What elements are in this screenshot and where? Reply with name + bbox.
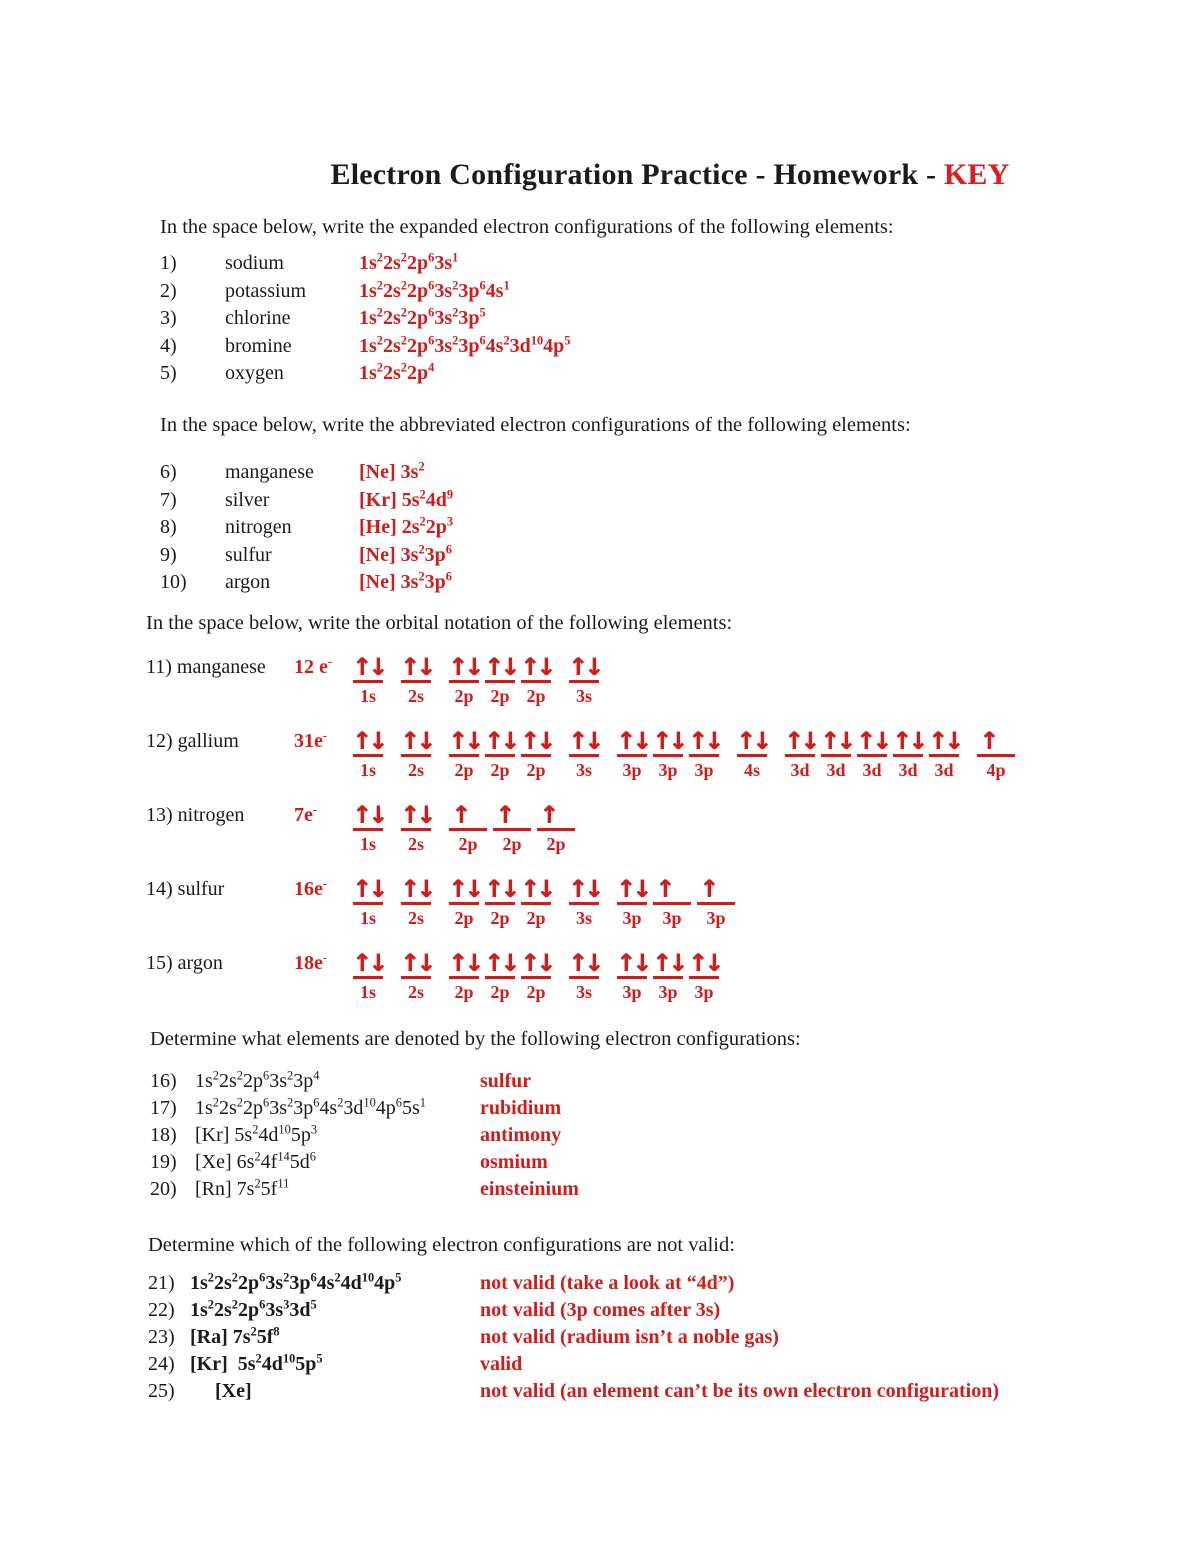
item-number: 7) bbox=[160, 488, 177, 511]
item-number: 8) bbox=[160, 516, 177, 538]
item-number: 24) bbox=[148, 1353, 175, 1375]
orbital-arrows: ↑↓ bbox=[521, 722, 551, 757]
orbital-label: 3p bbox=[658, 760, 678, 780]
orbital-row bbox=[146, 722, 1015, 796]
config-answer: [Kr] $5s^24d^9$ bbox=[359, 486, 454, 511]
item-number: 3) bbox=[160, 307, 177, 329]
item-number: 19) bbox=[150, 1151, 177, 1173]
orbital-label: 3s bbox=[575, 982, 592, 1002]
orbital-arrows: ↑↓ bbox=[485, 648, 515, 683]
orbital-box bbox=[353, 870, 383, 929]
element-name: sulfur bbox=[225, 543, 272, 566]
orbital-box bbox=[521, 870, 551, 929]
element-name: bromine bbox=[225, 334, 292, 357]
element-name: potassium bbox=[225, 279, 307, 302]
config-answer: $1s^22s^22p^63s^23p^64s^1$ bbox=[359, 277, 510, 302]
orbital-box bbox=[569, 722, 599, 781]
orbital-label: 2p bbox=[454, 982, 474, 1002]
electron-count: 18e- bbox=[294, 950, 328, 974]
electron-count: 16e- bbox=[294, 876, 328, 900]
heading-expanded: In the space below, write the expanded electron configurations of the following elements: bbox=[160, 216, 894, 238]
page-title-key: KEY bbox=[943, 158, 1010, 191]
config-item bbox=[160, 459, 453, 487]
orbital-arrows: ↑↓ bbox=[449, 648, 479, 683]
item-number: 9) bbox=[160, 543, 177, 566]
element-name: argon bbox=[225, 571, 271, 593]
orbital-label: 3p bbox=[662, 908, 682, 928]
orbital-box bbox=[449, 796, 487, 855]
orbital-arrows: ↑↓ bbox=[521, 870, 551, 905]
validity-answer: not valid (3p comes after 3s) bbox=[480, 1299, 721, 1321]
orbital-arrows: ↑↓ bbox=[689, 944, 719, 979]
config-text: [Kr] $5s^24d^{10}5p^5$ bbox=[190, 1351, 323, 1375]
config-answer: $1s^22s^22p^63s^23p^5$ bbox=[359, 305, 486, 329]
config-text: [Xe] bbox=[190, 1380, 252, 1402]
orbital-box bbox=[977, 722, 1015, 781]
orbital-row-label bbox=[146, 870, 294, 901]
electron-count: 12 e- bbox=[294, 654, 333, 678]
orbital-group bbox=[617, 870, 735, 929]
orbital-label: 2s bbox=[407, 834, 424, 854]
orbital-label: 2p bbox=[458, 834, 478, 854]
orbital-box bbox=[401, 944, 431, 1003]
orbital-label: 2p bbox=[490, 908, 510, 928]
orbital-arrows: ↑↓ bbox=[353, 796, 383, 831]
orbital-group bbox=[449, 722, 551, 781]
orbital-label: 3s bbox=[575, 908, 592, 928]
config-item bbox=[148, 1324, 999, 1351]
heading-identify: Determine what elements are denoted by the following electron configurations: bbox=[150, 1028, 801, 1050]
item-number: 15) bbox=[146, 952, 178, 974]
orbital-box bbox=[485, 722, 515, 781]
heading-orbital: In the space below, write the orbital notation of the following elements: bbox=[146, 612, 733, 634]
orbital-arrows: ↑↓ bbox=[449, 870, 479, 905]
orbital-label: 4p bbox=[986, 760, 1006, 780]
orbital-label: 3p bbox=[694, 760, 714, 780]
orbital-row bbox=[146, 796, 1015, 870]
item-number: 14) bbox=[146, 878, 178, 900]
page-title bbox=[140, 158, 1200, 192]
orbital-arrows: ↑↓ bbox=[569, 944, 599, 979]
element-answer: osmium bbox=[480, 1151, 548, 1173]
orbital-group bbox=[449, 648, 551, 707]
orbital-label: 2p bbox=[526, 760, 546, 780]
orbital-box bbox=[353, 722, 383, 781]
validity-answer: valid bbox=[480, 1353, 523, 1375]
orbital-arrows: ↑↓ bbox=[857, 722, 887, 757]
orbital-group bbox=[569, 648, 599, 707]
config-text: [Kr] $5s^24d^{10}5p^3$ bbox=[195, 1122, 318, 1146]
orbital-label: 3p bbox=[622, 908, 642, 928]
orbital-row-label bbox=[146, 796, 294, 827]
config-item bbox=[148, 1378, 999, 1405]
electron-count: 7e- bbox=[294, 802, 318, 826]
orbital-box bbox=[737, 722, 767, 781]
orbital-box bbox=[617, 944, 647, 1003]
heading-valid: Determine which of the following electron configurations are not valid: bbox=[148, 1234, 735, 1256]
orbital-box bbox=[569, 648, 599, 707]
orbital-group bbox=[353, 722, 383, 781]
orbital-box bbox=[537, 796, 575, 855]
orbital-group bbox=[569, 870, 599, 929]
element-name: manganese bbox=[176, 656, 266, 678]
orbital-groups bbox=[353, 648, 599, 707]
orbital-arrows: ↑↓ bbox=[617, 722, 647, 757]
orbital-arrows: ↑↓ bbox=[521, 648, 551, 683]
orbital-label: 2p bbox=[454, 760, 474, 780]
config-item bbox=[150, 1095, 579, 1122]
validity-answer: not valid (an element can’t be its own electron configuration) bbox=[480, 1380, 1000, 1402]
orbital-group bbox=[401, 648, 431, 707]
orbital-box bbox=[521, 722, 551, 781]
config-answer: [He] $2s^22p^3$ bbox=[359, 514, 454, 538]
validity-list bbox=[148, 1270, 999, 1405]
config-text: [Ra] $7s^25f^8$ bbox=[190, 1324, 280, 1348]
orbital-arrows: ↑↓ bbox=[401, 796, 431, 831]
orbital-groups bbox=[353, 722, 1015, 781]
orbital-group bbox=[353, 648, 383, 707]
orbital-box bbox=[653, 944, 683, 1003]
orbital-arrows: ↑ bbox=[537, 796, 575, 831]
orbital-box bbox=[929, 722, 959, 781]
orbital-arrows: ↑↓ bbox=[569, 870, 599, 905]
item-number: 17) bbox=[150, 1097, 177, 1119]
config-item bbox=[148, 1270, 999, 1297]
orbital-label: 1s bbox=[359, 834, 376, 854]
orbital-box bbox=[857, 722, 887, 781]
orbital-group bbox=[401, 796, 431, 855]
validity-answer: not valid (radium isn’t a noble gas) bbox=[480, 1326, 779, 1348]
orbital-group bbox=[569, 944, 599, 1003]
orbital-arrows: ↑↓ bbox=[353, 722, 383, 757]
orbital-arrows: ↑↓ bbox=[485, 870, 515, 905]
orbital-notation-rows bbox=[146, 648, 1015, 1018]
orbital-group bbox=[401, 870, 431, 929]
orbital-box bbox=[449, 648, 479, 707]
heading-abbreviated: In the space below, write the abbreviated electron configurations of the following elements: bbox=[160, 414, 911, 436]
item-number: 13) bbox=[146, 804, 178, 826]
config-item bbox=[150, 1068, 579, 1095]
config-item bbox=[160, 333, 571, 361]
element-name: nitrogen bbox=[177, 804, 245, 826]
orbital-label: 3d bbox=[934, 760, 954, 780]
config-item bbox=[150, 1122, 579, 1149]
orbital-arrows: ↑↓ bbox=[353, 944, 383, 979]
orbital-arrows: ↑↓ bbox=[617, 870, 647, 905]
orbital-label: 3p bbox=[706, 908, 726, 928]
config-answer: [Ne] $3s^2$ bbox=[359, 459, 425, 483]
validity-answer: not valid (take a look at “4d”) bbox=[480, 1272, 735, 1294]
item-number: 25) bbox=[148, 1380, 175, 1402]
config-item bbox=[160, 250, 571, 278]
orbital-group bbox=[617, 722, 719, 781]
element-answer: einsteinium bbox=[480, 1178, 579, 1200]
orbital-label: 3p bbox=[694, 982, 714, 1002]
orbital-label: 2p bbox=[546, 834, 566, 854]
config-text: $1s^22s^22p^63s^23p^64s^23d^{10}4p^65s^1$ bbox=[195, 1095, 426, 1119]
orbital-groups bbox=[353, 944, 719, 1003]
orbital-arrows: ↑↓ bbox=[653, 944, 683, 979]
orbital-group bbox=[401, 722, 431, 781]
config-item bbox=[148, 1351, 999, 1378]
orbital-box bbox=[485, 648, 515, 707]
identify-elements-list bbox=[150, 1068, 579, 1203]
element-name: gallium bbox=[177, 730, 239, 752]
orbital-group bbox=[353, 796, 383, 855]
orbital-arrows: ↑ bbox=[449, 796, 487, 831]
orbital-label: 2p bbox=[490, 760, 510, 780]
orbital-label: 2p bbox=[490, 982, 510, 1002]
orbital-box bbox=[401, 796, 431, 855]
orbital-arrows: ↑↓ bbox=[929, 722, 959, 757]
config-item bbox=[160, 487, 453, 515]
orbital-arrows: ↑↓ bbox=[401, 870, 431, 905]
config-text: $1s^22s^22p^63s^23p^4$ bbox=[195, 1068, 320, 1092]
orbital-label: 2p bbox=[502, 834, 522, 854]
orbital-arrows: ↑↓ bbox=[449, 722, 479, 757]
orbital-box bbox=[689, 944, 719, 1003]
element-name: sodium bbox=[225, 252, 284, 274]
config-text: [Xe] $6s^24f^{14}5d^6$ bbox=[195, 1149, 316, 1173]
orbital-group bbox=[737, 722, 767, 781]
orbital-arrows: ↑↓ bbox=[401, 648, 431, 683]
orbital-box bbox=[493, 796, 531, 855]
orbital-box bbox=[401, 648, 431, 707]
element-name: argon bbox=[177, 952, 223, 974]
orbital-arrows: ↑↓ bbox=[521, 944, 551, 979]
orbital-box bbox=[353, 796, 383, 855]
orbital-label: 2s bbox=[407, 908, 424, 928]
orbital-label: 3d bbox=[826, 760, 846, 780]
item-number: 1) bbox=[160, 252, 177, 274]
orbital-arrows: ↑↓ bbox=[653, 722, 683, 757]
orbital-arrows: ↑↓ bbox=[893, 722, 923, 757]
orbital-box bbox=[689, 722, 719, 781]
config-item bbox=[160, 278, 571, 306]
orbital-label: 2p bbox=[526, 908, 546, 928]
orbital-box bbox=[521, 944, 551, 1003]
orbital-arrows: ↑↓ bbox=[401, 944, 431, 979]
orbital-group bbox=[449, 796, 575, 855]
element-name: nitrogen bbox=[225, 516, 292, 538]
orbital-arrows: ↑↓ bbox=[569, 648, 599, 683]
orbital-arrows: ↑ bbox=[653, 870, 691, 905]
orbital-row bbox=[146, 944, 1015, 1018]
orbital-group bbox=[401, 944, 431, 1003]
orbital-label: 1s bbox=[359, 760, 376, 780]
orbital-label: 1s bbox=[359, 908, 376, 928]
config-item bbox=[160, 360, 571, 388]
orbital-group bbox=[449, 944, 551, 1003]
page-title-text: Electron Configuration Practice - Homework - bbox=[330, 158, 944, 191]
orbital-group bbox=[617, 944, 719, 1003]
item-number: 22) bbox=[148, 1299, 175, 1321]
expanded-config-list bbox=[160, 250, 571, 388]
orbital-label: 3d bbox=[862, 760, 882, 780]
item-number: 4) bbox=[160, 334, 177, 357]
config-item bbox=[160, 305, 571, 333]
config-answer: [Ne] $3s^23p^6$ bbox=[359, 569, 452, 593]
item-number: 12) bbox=[146, 730, 178, 752]
orbital-label: 1s bbox=[359, 686, 376, 706]
orbital-label: 3p bbox=[622, 760, 642, 780]
orbital-box bbox=[449, 722, 479, 781]
config-item bbox=[150, 1149, 579, 1176]
orbital-arrows: ↑↓ bbox=[689, 722, 719, 757]
element-answer: rubidium bbox=[480, 1097, 562, 1119]
orbital-arrows: ↑ bbox=[977, 722, 1015, 757]
element-name: chlorine bbox=[225, 307, 291, 329]
orbital-label: 3d bbox=[898, 760, 918, 780]
orbital-group bbox=[977, 722, 1015, 781]
orbital-label: 2p bbox=[490, 686, 510, 706]
orbital-arrows: ↑ bbox=[493, 796, 531, 831]
orbital-box bbox=[617, 722, 647, 781]
orbital-label: 2s bbox=[407, 686, 424, 706]
orbital-arrows: ↑↓ bbox=[485, 944, 515, 979]
orbital-box bbox=[485, 944, 515, 1003]
config-answer: $1s^22s^22p^4$ bbox=[359, 360, 435, 384]
orbital-group bbox=[449, 870, 551, 929]
item-number: 21) bbox=[148, 1272, 175, 1294]
orbital-box bbox=[401, 870, 431, 929]
config-item bbox=[148, 1297, 999, 1324]
config-answer: [Ne] $3s^23p^6$ bbox=[359, 541, 452, 566]
orbital-row bbox=[146, 648, 1015, 722]
orbital-box bbox=[617, 870, 647, 929]
orbital-box bbox=[353, 944, 383, 1003]
orbital-box bbox=[449, 870, 479, 929]
orbital-arrows: ↑↓ bbox=[617, 944, 647, 979]
orbital-label: 4s bbox=[743, 760, 760, 780]
item-number: 23) bbox=[148, 1326, 175, 1348]
orbital-label: 2s bbox=[407, 760, 424, 780]
config-item bbox=[160, 514, 453, 542]
orbital-label: 3p bbox=[622, 982, 642, 1002]
orbital-arrows: ↑↓ bbox=[401, 722, 431, 757]
orbital-box bbox=[449, 944, 479, 1003]
config-text: $1s^22s^22p^63s^33d^5$ bbox=[190, 1297, 317, 1321]
orbital-group bbox=[353, 870, 383, 929]
config-answer: $1s^22s^22p^63s^23p^64s^23d^{10}4p^5$ bbox=[359, 332, 571, 357]
element-name: oxygen bbox=[225, 362, 284, 384]
element-name: sulfur bbox=[177, 878, 225, 900]
orbital-arrows: ↑↓ bbox=[353, 648, 383, 683]
electron-count: 31e- bbox=[294, 728, 328, 752]
element-name: silver bbox=[225, 488, 270, 511]
orbital-groups bbox=[353, 796, 575, 855]
orbital-arrows: ↑↓ bbox=[353, 870, 383, 905]
orbital-box bbox=[893, 722, 923, 781]
item-number: 16) bbox=[150, 1070, 177, 1092]
orbital-row bbox=[146, 870, 1015, 944]
orbital-groups bbox=[353, 870, 735, 929]
orbital-label: 3s bbox=[575, 686, 592, 706]
orbital-box bbox=[401, 722, 431, 781]
item-number: 5) bbox=[160, 362, 177, 384]
orbital-row-label bbox=[146, 648, 294, 679]
orbital-arrows: ↑↓ bbox=[737, 722, 767, 757]
element-answer: sulfur bbox=[480, 1070, 532, 1092]
orbital-arrows: ↑ bbox=[697, 870, 735, 905]
orbital-group bbox=[569, 722, 599, 781]
config-text: [Rn] $7s^25f^{11}$ bbox=[195, 1176, 290, 1200]
orbital-box bbox=[569, 870, 599, 929]
item-number: 20) bbox=[150, 1178, 177, 1200]
orbital-box bbox=[653, 722, 683, 781]
orbital-label: 2p bbox=[454, 686, 474, 706]
orbital-arrows: ↑↓ bbox=[785, 722, 815, 757]
orbital-label: 2p bbox=[526, 686, 546, 706]
config-item bbox=[160, 542, 453, 570]
orbital-arrows: ↑↓ bbox=[449, 944, 479, 979]
orbital-box bbox=[697, 870, 735, 929]
orbital-group bbox=[353, 944, 383, 1003]
config-answer: $1s^22s^22p^63s^1$ bbox=[359, 250, 459, 274]
orbital-arrows: ↑↓ bbox=[569, 722, 599, 757]
orbital-label: 1s bbox=[359, 982, 376, 1002]
orbital-label: 3d bbox=[790, 760, 810, 780]
orbital-label: 2p bbox=[526, 982, 546, 1002]
orbital-label: 3p bbox=[658, 982, 678, 1002]
element-answer: antimony bbox=[480, 1124, 562, 1146]
orbital-box bbox=[785, 722, 815, 781]
config-item bbox=[150, 1176, 579, 1203]
orbital-label: 2p bbox=[454, 908, 474, 928]
orbital-box bbox=[521, 648, 551, 707]
orbital-label: 3s bbox=[575, 760, 592, 780]
item-number: 11) bbox=[146, 656, 177, 678]
element-name: manganese bbox=[225, 461, 314, 483]
item-number: 2) bbox=[160, 279, 177, 302]
orbital-row-label bbox=[146, 944, 294, 975]
config-item bbox=[160, 569, 453, 597]
orbital-row-label bbox=[146, 722, 294, 753]
config-text: $1s^22s^22p^63s^23p^64s^24d^{10}4p^5$ bbox=[190, 1270, 402, 1294]
orbital-box bbox=[353, 648, 383, 707]
orbital-group bbox=[785, 722, 959, 781]
orbital-box bbox=[653, 870, 691, 929]
orbital-box bbox=[821, 722, 851, 781]
orbital-box bbox=[569, 944, 599, 1003]
orbital-arrows: ↑↓ bbox=[821, 722, 851, 757]
orbital-label: 2s bbox=[407, 982, 424, 1002]
item-number: 18) bbox=[150, 1124, 177, 1146]
abbreviated-config-list bbox=[160, 459, 453, 597]
orbital-arrows: ↑↓ bbox=[485, 722, 515, 757]
item-number: 6) bbox=[160, 461, 177, 483]
orbital-box bbox=[485, 870, 515, 929]
item-number: 10) bbox=[160, 571, 187, 593]
